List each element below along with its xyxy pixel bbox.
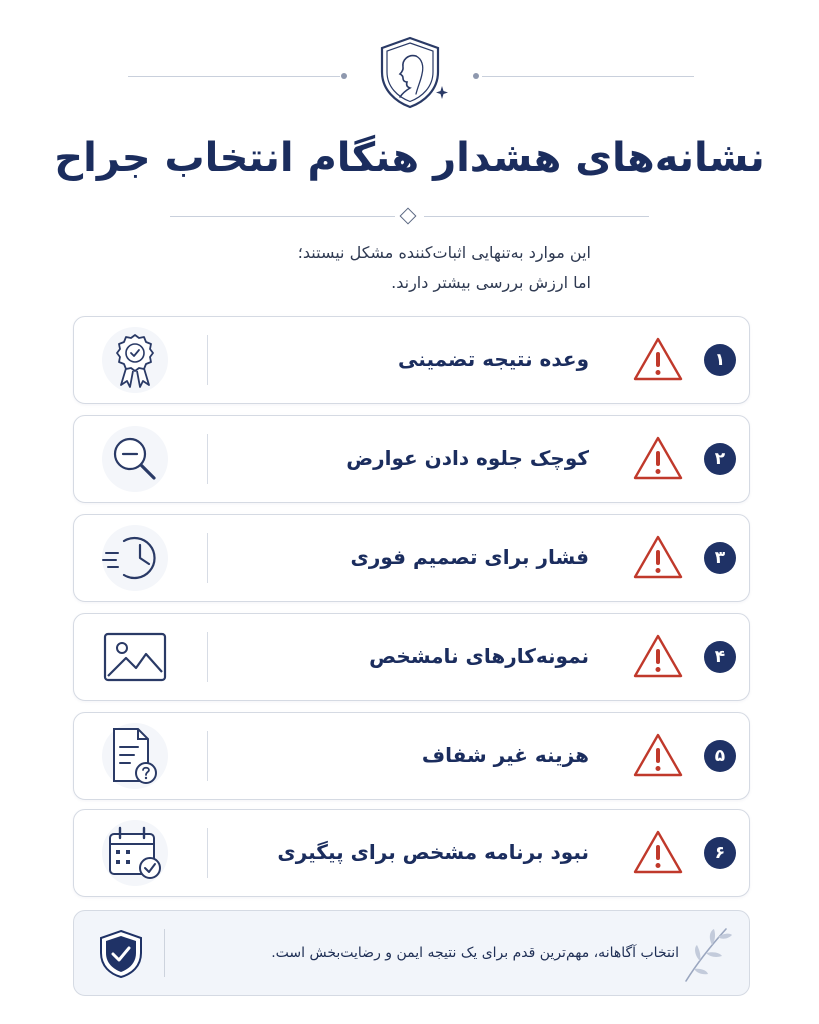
page-title: نشانه‌های هشدار هنگام انتخاب جراح [54, 135, 765, 181]
item-label: کوچک جلوه دادن عوارض [346, 446, 589, 470]
subtitle [171, 238, 591, 298]
footer-divider [164, 929, 165, 977]
leaf-branch-icon [678, 921, 734, 985]
face-shield-logo-icon [372, 34, 448, 110]
award-badge-icon [100, 325, 170, 395]
title-underline-left [170, 216, 395, 217]
card-divider [207, 434, 208, 484]
item-number: ۱ [704, 344, 736, 376]
item-number: ۵ [704, 740, 736, 772]
card-divider [207, 731, 208, 781]
warning-triangle-icon [632, 434, 684, 482]
title-underline-right [424, 216, 649, 217]
header-line-right [482, 76, 694, 77]
header-line-left [128, 76, 340, 77]
item-label: نمونه‌کارهای نامشخص [369, 644, 589, 668]
warning-card-2 [73, 415, 750, 503]
item-label: فشار برای تصمیم فوری [350, 545, 589, 569]
header-dot-right [473, 73, 479, 79]
card-divider [207, 632, 208, 682]
card-divider [207, 533, 208, 583]
warning-card-3 [73, 514, 750, 602]
item-number: ۶ [704, 837, 736, 869]
warning-card-4 [73, 613, 750, 701]
header [0, 0, 819, 300]
subtitle-line-2: اما ارزش بررسی بیشتر دارند. [391, 273, 591, 292]
document-question-icon [100, 721, 170, 791]
magnifier-minus-icon [100, 424, 170, 494]
warning-triangle-icon [632, 828, 684, 876]
warning-triangle-icon [632, 731, 684, 779]
footer-text: انتخاب آگاهانه، مهم‌ترین قدم برای یک نتیجه ایمن و رضایت‌بخش است. [271, 945, 679, 961]
card-divider [207, 335, 208, 385]
warning-card-1 [73, 316, 750, 404]
item-number: ۲ [704, 443, 736, 475]
item-label: نبود برنامه مشخص برای پیگیری [277, 840, 589, 864]
warning-triangle-icon [632, 632, 684, 680]
header-dot-left [341, 73, 347, 79]
item-label: هزینه غیر شفاف [421, 743, 589, 767]
title-diamond [400, 208, 417, 225]
warning-triangle-icon [632, 533, 684, 581]
shield-check-icon [98, 929, 144, 979]
item-number: ۳ [704, 542, 736, 574]
warning-triangle-icon [632, 335, 684, 383]
subtitle-line-1: این موارد به‌تنهایی اثبات‌کننده مشکل نیستند؛ [297, 243, 591, 262]
footer-note [73, 910, 750, 996]
item-number: ۴ [704, 641, 736, 673]
warning-card-5 [73, 712, 750, 800]
item-label: وعده نتیجه تضمینی [398, 347, 589, 371]
image-icon [100, 622, 170, 692]
card-divider [207, 828, 208, 878]
fast-clock-icon [100, 523, 170, 593]
calendar-check-icon [100, 818, 170, 888]
warning-card-6 [73, 809, 750, 897]
